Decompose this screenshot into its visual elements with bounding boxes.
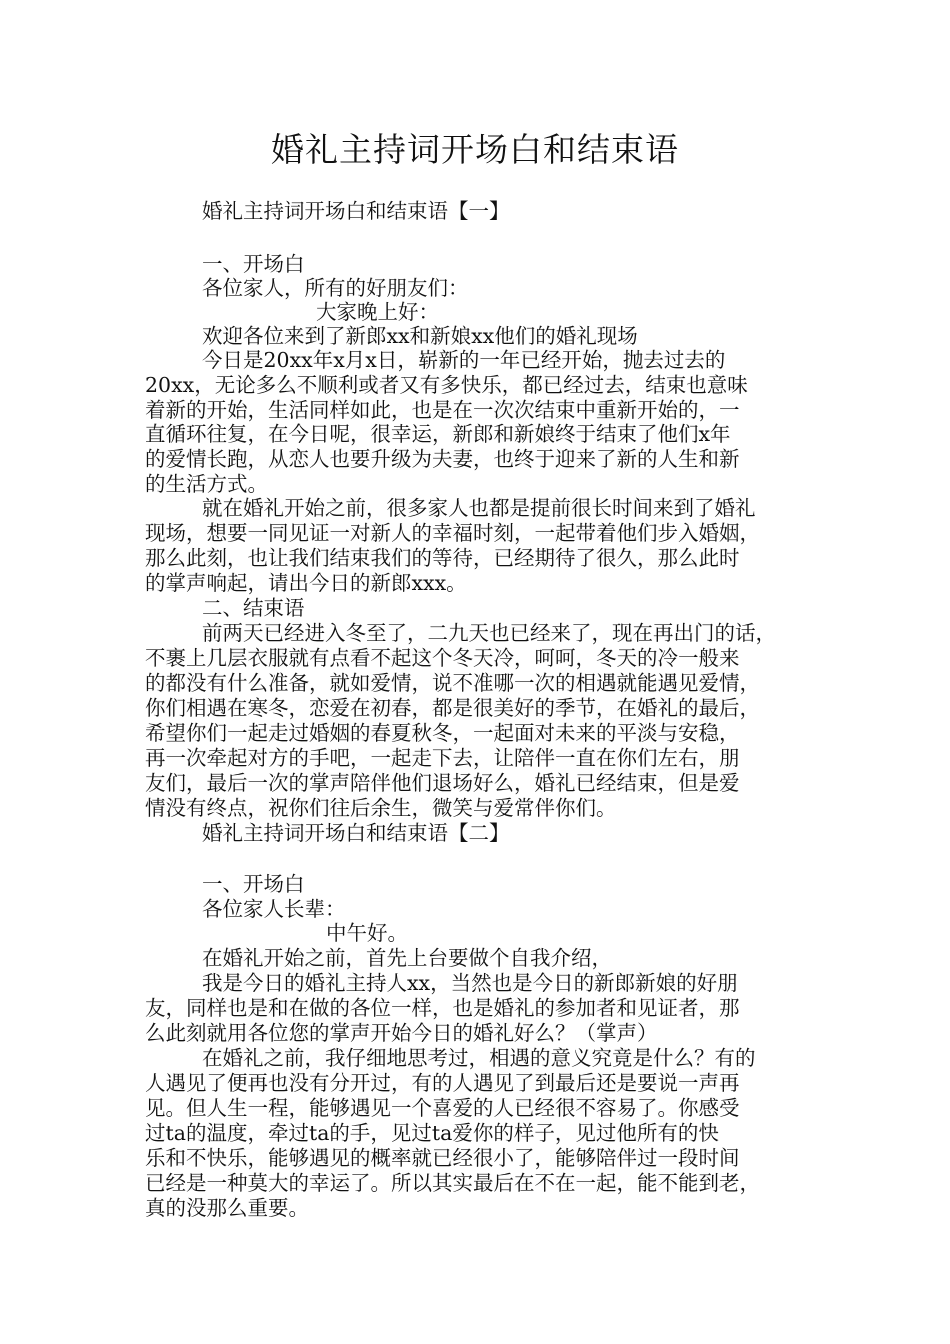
text-line: 已经是一种莫大的幸运了。所以其实最后在不在一起，能不能到老， xyxy=(145,1171,760,1195)
text-line: 的都没有什么准备，就如爱情，说不准哪一次的相遇就能遇见爱情， xyxy=(145,671,760,695)
text-line: 再一次牵起对方的手吧，一起走下去，让陪伴一直在你们左右，朋 xyxy=(145,746,740,770)
text-line: 各位家人长辈： xyxy=(202,897,346,921)
text-line: 一、开场白 xyxy=(202,252,305,276)
text-line: 的爱情长跑，从恋人也要升级为夫妻，也终于迎来了新的人生和新 xyxy=(145,447,740,471)
text-line: 人遇见了便再也没有分开过，有的人遇见了到最后还是要说一声再 xyxy=(145,1071,740,1095)
text-line: 过ta的温度，牵过ta的手，见过ta爱你的样子，见过他所有的快 xyxy=(145,1121,719,1145)
text-line: 见。但人生一程，能够遇见一个喜爱的人已经很不容易了。你感受 xyxy=(145,1096,740,1120)
text-line: 中午好。 xyxy=(326,921,408,945)
text-line: 那么此刻，也让我们结束我们的等待，已经期待了很久，那么此时 xyxy=(145,546,740,570)
text-line: 婚礼主持词开场白和结束语【二】 xyxy=(202,821,510,845)
text-line: 一、开场白 xyxy=(202,872,305,896)
text-line: 的掌声响起，请出今日的新郎xxx。 xyxy=(145,571,467,595)
text-line: 20xx，无论多么不顺利或者又有多快乐，都已经过去，结束也意味 xyxy=(145,373,748,397)
text-line: 情没有终点，祝你们往后余生，微笑与爱常伴你们。 xyxy=(145,796,617,820)
document-title: 婚礼主持词开场白和结束语 xyxy=(271,130,679,169)
text-line: 二、结束语 xyxy=(202,596,305,620)
text-line: 在婚礼开始之前，首先上台要做个自我介绍， xyxy=(202,946,612,970)
text-line: 么此刻就用各位您的掌声开始今日的婚礼好么？（掌声） xyxy=(145,1021,658,1045)
text-line: 友，同样也是和在做的各位一样，也是婚礼的参加者和见证者，那 xyxy=(145,996,740,1020)
text-line: 就在婚礼开始之前，很多家人也都是提前很长时间来到了婚礼 xyxy=(202,496,756,520)
text-line: 欢迎各位来到了新郎xx和新娘xx他们的婚礼现场 xyxy=(202,324,638,348)
text-line: 的生活方式。 xyxy=(145,472,268,496)
text-line: 各位家人，所有的好朋友们： xyxy=(202,276,469,300)
text-line: 你们相遇在寒冬，恋爱在初春，都是很美好的季节，在婚礼的最后， xyxy=(145,696,760,720)
text-line: 在婚礼之前，我仔细地思考过，相遇的意义究竟是什么？有的 xyxy=(202,1046,756,1070)
text-line: 友们，最后一次的掌声陪伴他们退场好么，婚礼已经结束，但是爱 xyxy=(145,771,740,795)
text-line: 现场，想要一同见证一对新人的幸福时刻，一起带着他们步入婚姻， xyxy=(145,521,760,545)
text-line: 直循环往复，在今日呢，很幸运，新郎和新娘终于结束了他们x年 xyxy=(145,422,731,446)
text-line: 今日是20xx年x月x日，崭新的一年已经开始，抛去过去的 xyxy=(202,348,726,372)
text-line: 乐和不快乐，能够遇见的概率就已经很小了，能够陪伴过一段时间 xyxy=(145,1146,740,1170)
text-line: 着新的开始，生活同样如此，也是在一次次结束中重新开始的，一 xyxy=(145,398,740,422)
text-line: 婚礼主持词开场白和结束语【一】 xyxy=(202,199,510,223)
text-line: 不裹上几层衣服就有点看不起这个冬天冷，呵呵，冬天的冷一般来 xyxy=(145,646,740,670)
text-line: 大家晚上好： xyxy=(316,300,439,324)
text-line: 前两天已经进入冬至了，二九天也已经来了，现在再出门的话， xyxy=(202,621,776,645)
text-line: 真的没那么重要。 xyxy=(145,1196,309,1220)
text-line: 希望你们一起走过婚姻的春夏秋冬，一起面对未来的平淡与安稳， xyxy=(145,721,740,745)
text-line: 我是今日的婚礼主持人xx，当然也是今日的新郎新娘的好朋 xyxy=(202,971,738,995)
